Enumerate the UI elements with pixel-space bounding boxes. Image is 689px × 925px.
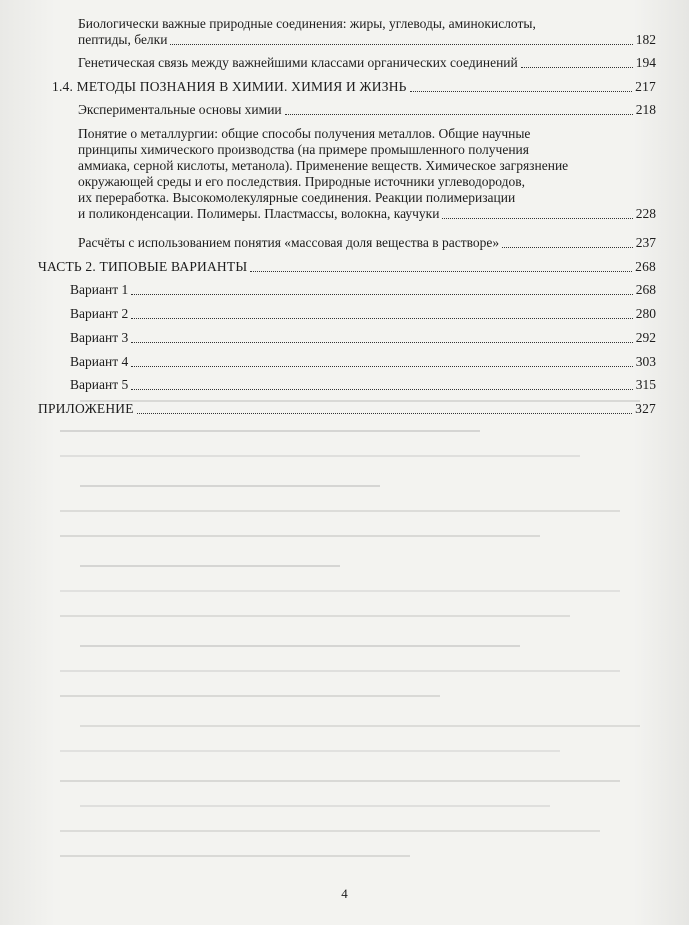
toc-entry-title: Вариант 1 bbox=[70, 282, 129, 297]
toc-entry-title-line: их переработка. Высокомолекулярные соединения. Реакции полимеризации bbox=[78, 190, 516, 205]
bleed-line bbox=[60, 830, 600, 832]
toc-entry-title: ПРИЛОЖЕНИЕ bbox=[38, 401, 134, 416]
toc-entry-calculations bbox=[78, 235, 656, 251]
page-number: 4 bbox=[341, 886, 348, 901]
bleed-line bbox=[60, 615, 570, 617]
toc-entry-variant-5 bbox=[70, 377, 656, 393]
bleed-line bbox=[60, 430, 480, 432]
toc-entry-variant-2 bbox=[70, 306, 656, 322]
bleed-line bbox=[60, 670, 620, 672]
toc-entry-natural-compounds bbox=[78, 16, 656, 48]
leader-dots bbox=[250, 270, 632, 272]
toc-entry-variant-3 bbox=[70, 330, 656, 346]
leader-dots bbox=[170, 43, 632, 45]
toc-entry-title-line: пептиды, белки bbox=[78, 32, 168, 47]
bleed-through-text bbox=[60, 360, 680, 880]
toc-page-number: 327 bbox=[635, 401, 656, 416]
toc-page-number: 182 bbox=[635, 32, 656, 47]
bleed-line bbox=[60, 855, 410, 857]
leader-dots bbox=[502, 246, 633, 248]
toc-part-2 bbox=[38, 259, 656, 275]
toc-page-number: 194 bbox=[635, 55, 656, 70]
toc-entry-experimental bbox=[78, 102, 656, 118]
leader-dots bbox=[521, 66, 633, 68]
leader-dots bbox=[285, 113, 633, 115]
toc-entry-title-line: Биологически важные природные соединения: жиры, углеводы, аминокислоты, bbox=[78, 16, 536, 31]
toc-entry-title: Вариант 4 bbox=[70, 354, 129, 369]
toc-entry-title-line: аммиака, серной кислоты, метанола). Применение веществ. Химическое загрязнение bbox=[78, 158, 569, 173]
toc-entry-metallurgy bbox=[78, 126, 656, 222]
bleed-line bbox=[60, 780, 620, 782]
toc-page-number: 237 bbox=[635, 235, 656, 250]
toc-entry-genetic-link bbox=[78, 55, 656, 71]
leader-dots bbox=[137, 412, 632, 414]
leader-dots bbox=[442, 217, 632, 219]
leader-dots bbox=[131, 341, 633, 343]
toc-entry-title-line: принципы химического производства (на примере промышленного получения bbox=[78, 142, 529, 157]
toc-entry-title: Вариант 5 bbox=[70, 377, 129, 392]
toc-page-number: 217 bbox=[635, 79, 656, 94]
leader-dots bbox=[131, 365, 633, 367]
toc-entry-title: ЧАСТЬ 2. ТИПОВЫЕ ВАРИАНТЫ bbox=[38, 259, 248, 274]
bleed-line bbox=[80, 485, 380, 487]
bleed-line bbox=[60, 695, 440, 697]
toc-entry-title: Вариант 3 bbox=[70, 330, 129, 345]
toc-appendix bbox=[38, 401, 656, 417]
bleed-line bbox=[80, 565, 340, 567]
bleed-line bbox=[60, 510, 620, 512]
toc-entry-title: Расчёты с использованием понятия «массовая доля вещества в растворе» bbox=[78, 235, 500, 250]
bleed-line bbox=[60, 535, 540, 537]
toc-entry-title: Экспериментальные основы химии bbox=[78, 102, 282, 117]
toc-page-number: 268 bbox=[635, 282, 656, 297]
leader-dots bbox=[131, 317, 633, 319]
toc-entry-title: Вариант 2 bbox=[70, 306, 129, 321]
toc-page-number: 315 bbox=[635, 377, 656, 392]
toc-page-number: 218 bbox=[635, 102, 656, 117]
bleed-line bbox=[60, 750, 560, 752]
leader-dots bbox=[410, 90, 633, 92]
toc-page-number: 280 bbox=[635, 306, 656, 321]
bleed-line bbox=[60, 590, 620, 592]
toc-page-number: 292 bbox=[635, 330, 656, 345]
toc-entry-title: 1.4. МЕТОДЫ ПОЗНАНИЯ В ХИМИИ. ХИМИЯ И ЖИЗНЬ bbox=[52, 79, 407, 94]
bleed-line bbox=[80, 805, 550, 807]
toc-entry-variant-4 bbox=[70, 354, 656, 370]
toc-page-number: 303 bbox=[635, 354, 656, 369]
bleed-line bbox=[60, 455, 580, 457]
bleed-line bbox=[80, 725, 640, 727]
toc-entry-title-line: Понятие о металлургии: общие способы получения металлов. Общие научные bbox=[78, 126, 531, 141]
toc-entry-title-line: и поликонденсации. Полимеры. Пластмассы, волокна, каучуки bbox=[78, 206, 440, 221]
toc-entry-title-line: окружающей среды и его последствия. Природные источники углеводородов, bbox=[78, 174, 525, 189]
toc-page-number: 268 bbox=[635, 259, 656, 274]
leader-dots bbox=[131, 388, 633, 390]
toc-entry-title: Генетическая связь между важнейшими классами органических соединений bbox=[78, 55, 518, 70]
bleed-line bbox=[80, 645, 520, 647]
toc-entry-variant-1 bbox=[70, 282, 656, 298]
toc-page-number: 228 bbox=[635, 206, 656, 221]
leader-dots bbox=[131, 293, 633, 295]
toc-section-methods bbox=[52, 79, 656, 95]
